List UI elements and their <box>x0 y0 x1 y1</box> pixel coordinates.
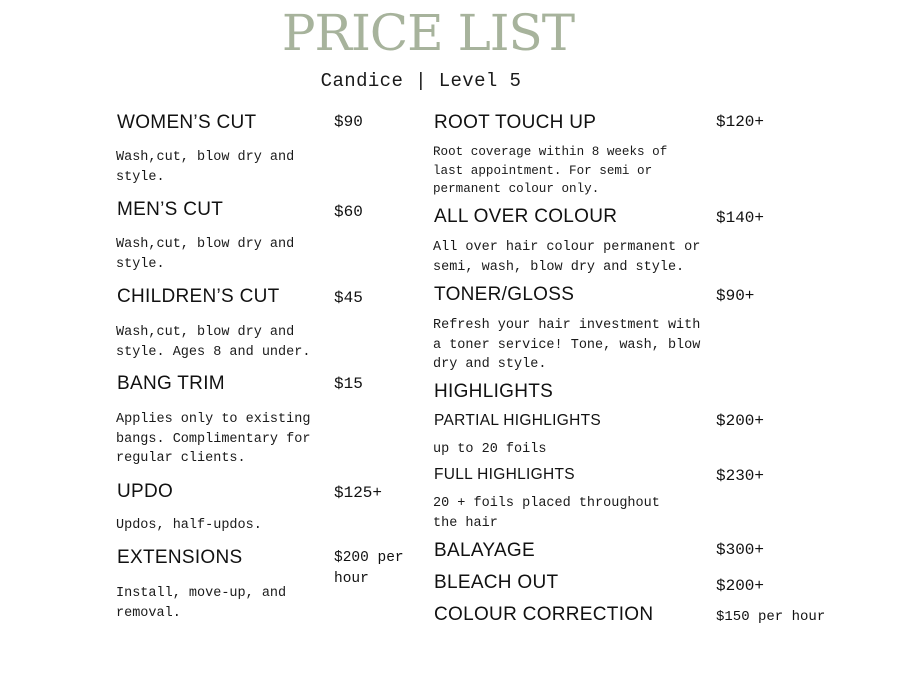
service-extensions-name: EXTENSIONS <box>117 547 243 568</box>
service-colour-correction-name: COLOUR CORRECTION <box>434 604 654 625</box>
service-womens-cut-name: WOMEN’S CUT <box>117 112 257 133</box>
service-all-over-colour-name: ALL OVER COLOUR <box>434 206 618 227</box>
service-full-highlights-name: FULL HIGHLIGHTS <box>434 466 575 483</box>
service-all-over-colour-price: $140+ <box>716 209 765 227</box>
service-mens-cut-price: $60 <box>334 203 363 221</box>
service-womens-cut-price: $90 <box>334 113 363 131</box>
service-bang-trim-name: BANG TRIM <box>117 373 225 394</box>
service-root-touch-up-name: ROOT TOUCH UP <box>434 112 597 133</box>
service-mens-cut-name: MEN’S CUT <box>117 199 224 220</box>
service-balayage-name: BALAYAGE <box>434 540 535 561</box>
service-root-touch-up-price: $120+ <box>716 113 765 131</box>
service-bang-trim-price: $15 <box>334 375 363 393</box>
service-childrens-cut-name: CHILDREN’S CUT <box>117 286 280 307</box>
service-balayage-price: $300+ <box>716 541 765 559</box>
service-toner-gloss-price: $90+ <box>716 287 755 305</box>
service-bleach-out-name: BLEACH OUT <box>434 572 559 593</box>
service-updo-name: UPDO <box>117 481 174 502</box>
service-mens-cut-desc: Wash,cut, blow dry and style. <box>116 237 295 272</box>
highlights-heading: HIGHLIGHTS <box>434 381 554 402</box>
service-womens-cut-desc: Wash,cut, blow dry and style. <box>116 150 295 185</box>
service-colour-correction-price: $150 per hour <box>716 609 826 625</box>
service-partial-highlights-name: PARTIAL HIGHLIGHTS <box>434 412 602 429</box>
service-updo-price: $125+ <box>334 484 383 502</box>
service-toner-gloss-desc: Refresh your hair investment with a toner service! Tone, wash, blow dry and style. <box>433 318 701 373</box>
service-full-highlights-price: $230+ <box>716 467 765 485</box>
service-extensions-price: $200 per hour <box>334 550 404 588</box>
service-extensions-desc: Install, move-up, and removal. <box>116 586 287 621</box>
service-full-highlights-desc: 20 + foils placed throughout the hair <box>433 496 660 531</box>
service-childrens-cut-price: $45 <box>334 289 363 307</box>
service-updo-desc: Updos, half-updos. <box>116 518 262 533</box>
service-partial-highlights-desc: up to 20 foils <box>433 442 547 457</box>
service-bleach-out-price: $200+ <box>716 577 765 595</box>
service-toner-gloss-name: TONER/GLOSS <box>434 284 575 305</box>
service-root-touch-up-desc: Root coverage within 8 weeks of last appointment. For semi or permanent colour only. <box>433 145 668 197</box>
page-title: PRICE LIST <box>281 4 575 62</box>
service-partial-highlights-price: $200+ <box>716 412 765 430</box>
page-subtitle: Candice | Level 5 <box>320 70 522 92</box>
service-bang-trim-desc: Applies only to existing bangs. Complimentary for regular clients. <box>116 412 311 467</box>
service-all-over-colour-desc: All over hair colour permanent or semi, wash, blow dry and style. <box>433 240 701 275</box>
service-childrens-cut-desc: Wash,cut, blow dry and style. Ages 8 and under. <box>116 325 311 360</box>
